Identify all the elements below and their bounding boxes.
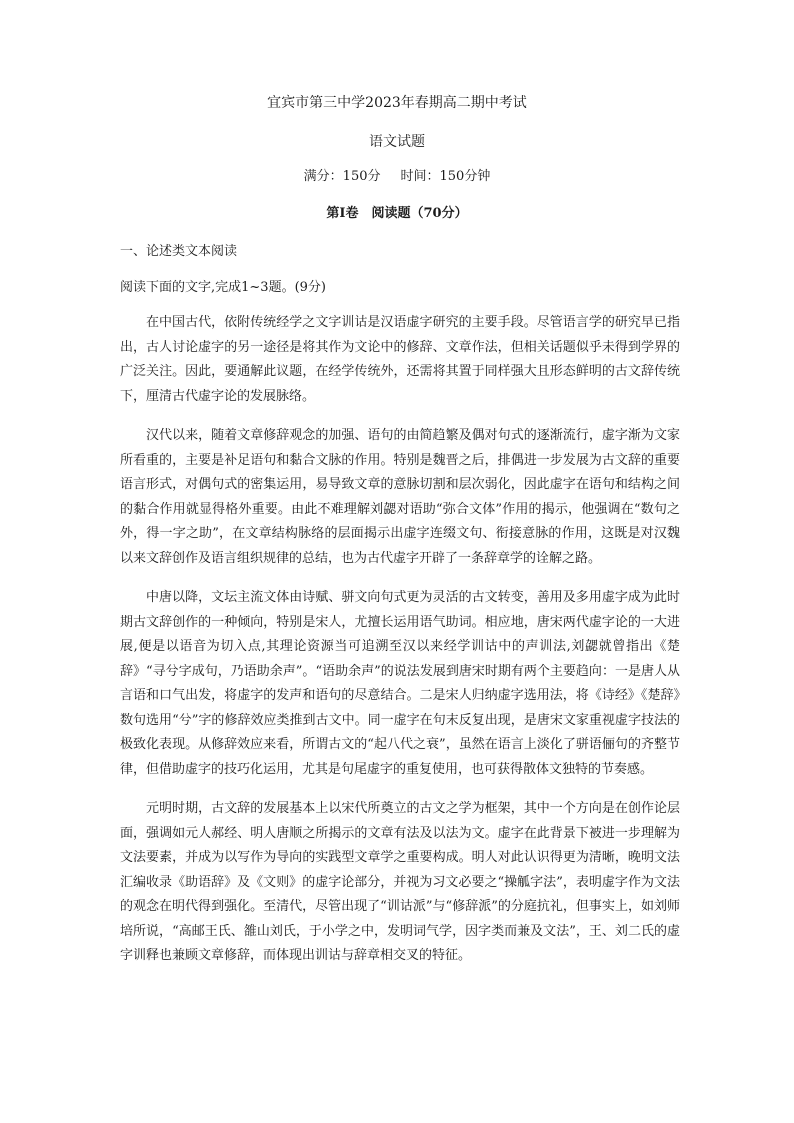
passage-paragraph-3: 中唐以降，文坛主流文体由诗赋、骈文向句式更为灵活的古文转变，善用及多用虚字成为此时期古文辞创作的一种倾向，特别是宋人，尤擅长运用语气助词。相应地，唐宋两代虚字论的一大进展,便是以语音为切入点,其理论资源当可追溯至汉以来经学训诂中的声训法,刘勰就曾指出《楚辞》“寻兮字成句，乃语助余声”。“语助余声”的说法发展到唐宋时期有两个主要趋向：一是唐人从言语和口气出发，将虚字的发声和语句的尽意结合。二是宋人归纳虚字选用法，将《诗经》《楚辞》数句选用“兮”字的修辞效应类推到古文中。同一虚字在句末反复出现，是唐宋文家重视虚字技法的极致化表现。从修辞效应来看，所谓古文的“起八代之衰”，虽然在语言上淡化了骈语俪句的齐整节律，但借助虚字的技巧化运用，尤其是句尾虚字的重复使用，也可获得散体文独特的节奏感。 xyxy=(120,590,680,777)
section-heading: 一、论述类文本阅读 xyxy=(120,244,238,259)
subject-title: 语文试题 xyxy=(369,134,425,150)
exam-title: 宜宾市第三中学2023年春期高二期中考试 xyxy=(267,95,527,111)
full-score: 满分：150分 xyxy=(303,169,381,184)
reading-passage xyxy=(120,311,680,984)
exam-time: 时间：150分钟 xyxy=(400,169,491,184)
passage-paragraph-4: 元明时期，古文辞的发展基本上以宋代所奠立的古文之学为框架，其中一个方向是在创作论层面，强调如元人郝经、明人唐顺之所揭示的文章有法及以法为文。虚字在此背景下被进一步理解为文法要素，并成为以写作为导向的实践型文章学之重要构成。明人对此认识得更为清晰，晚明文法汇编收录《助语辞》及《文则》的虚字论部分，并视为习文必要之“操觚字法”，表明虚字作为文法的观念在明代得到强化。至清代，尽管出现了“训诂派”与“修辞派”的分庭抗礼，但事实上，如刘师培所说，“高邮王氏、雒山刘氏，于小学之中，发明词气学，因字类而兼及文法”，王、刘二氏的虚字训释也兼顾文章修辞，而体现出训诂与辞章相交叉的特征。 xyxy=(120,801,680,963)
passage-paragraph-2: 汉代以来，随着文章修辞观念的加强、语句的由简趋繁及偶对句式的逐渐流行，虚字渐为文家所看重的，主要是补足语句和黏合文脉的作用。特别是魏晋之后，排偶进一步发展为古文辞的重要语言形式，对偶句式的密集运用，易导致文章的意脉切割和层次弱化，因此虚字在语句和结构之间的黏合作用就显得格外重要。由此不难理解刘勰对语助“弥合文体”作用的揭示，他强调在“数句之外，得一字之助”，在文章结构脉络的层面揭示出虚字连缀文句、衔接意脉的作用，这既是对汉魏以来文辞创作及语言组织规律的总结，也为古代虚字开辟了一条辞章学的诠解之路。 xyxy=(120,428,680,566)
exam-meta xyxy=(0,165,794,184)
part-title: 第Ⅰ卷 阅读题（70分） xyxy=(326,206,468,221)
section-instruction: 阅读下面的文字,完成1~3题。(9分) xyxy=(120,280,326,295)
passage-paragraph-1: 在中国古代，依附传统经学之文字训诂是汉语虚字研究的主要手段。尽管语言学的研究早已指出，古人讨论虚字的另一途径是将其作为文论中的修辞、文章作法，但相关话题似乎未得到学界的广泛关注。因此，要通解此议题，在经学传统外，还需将其置于同样强大且形态鲜明的古文辞传统下，厘清古代虚字论的发展脉络。 xyxy=(120,315,680,404)
